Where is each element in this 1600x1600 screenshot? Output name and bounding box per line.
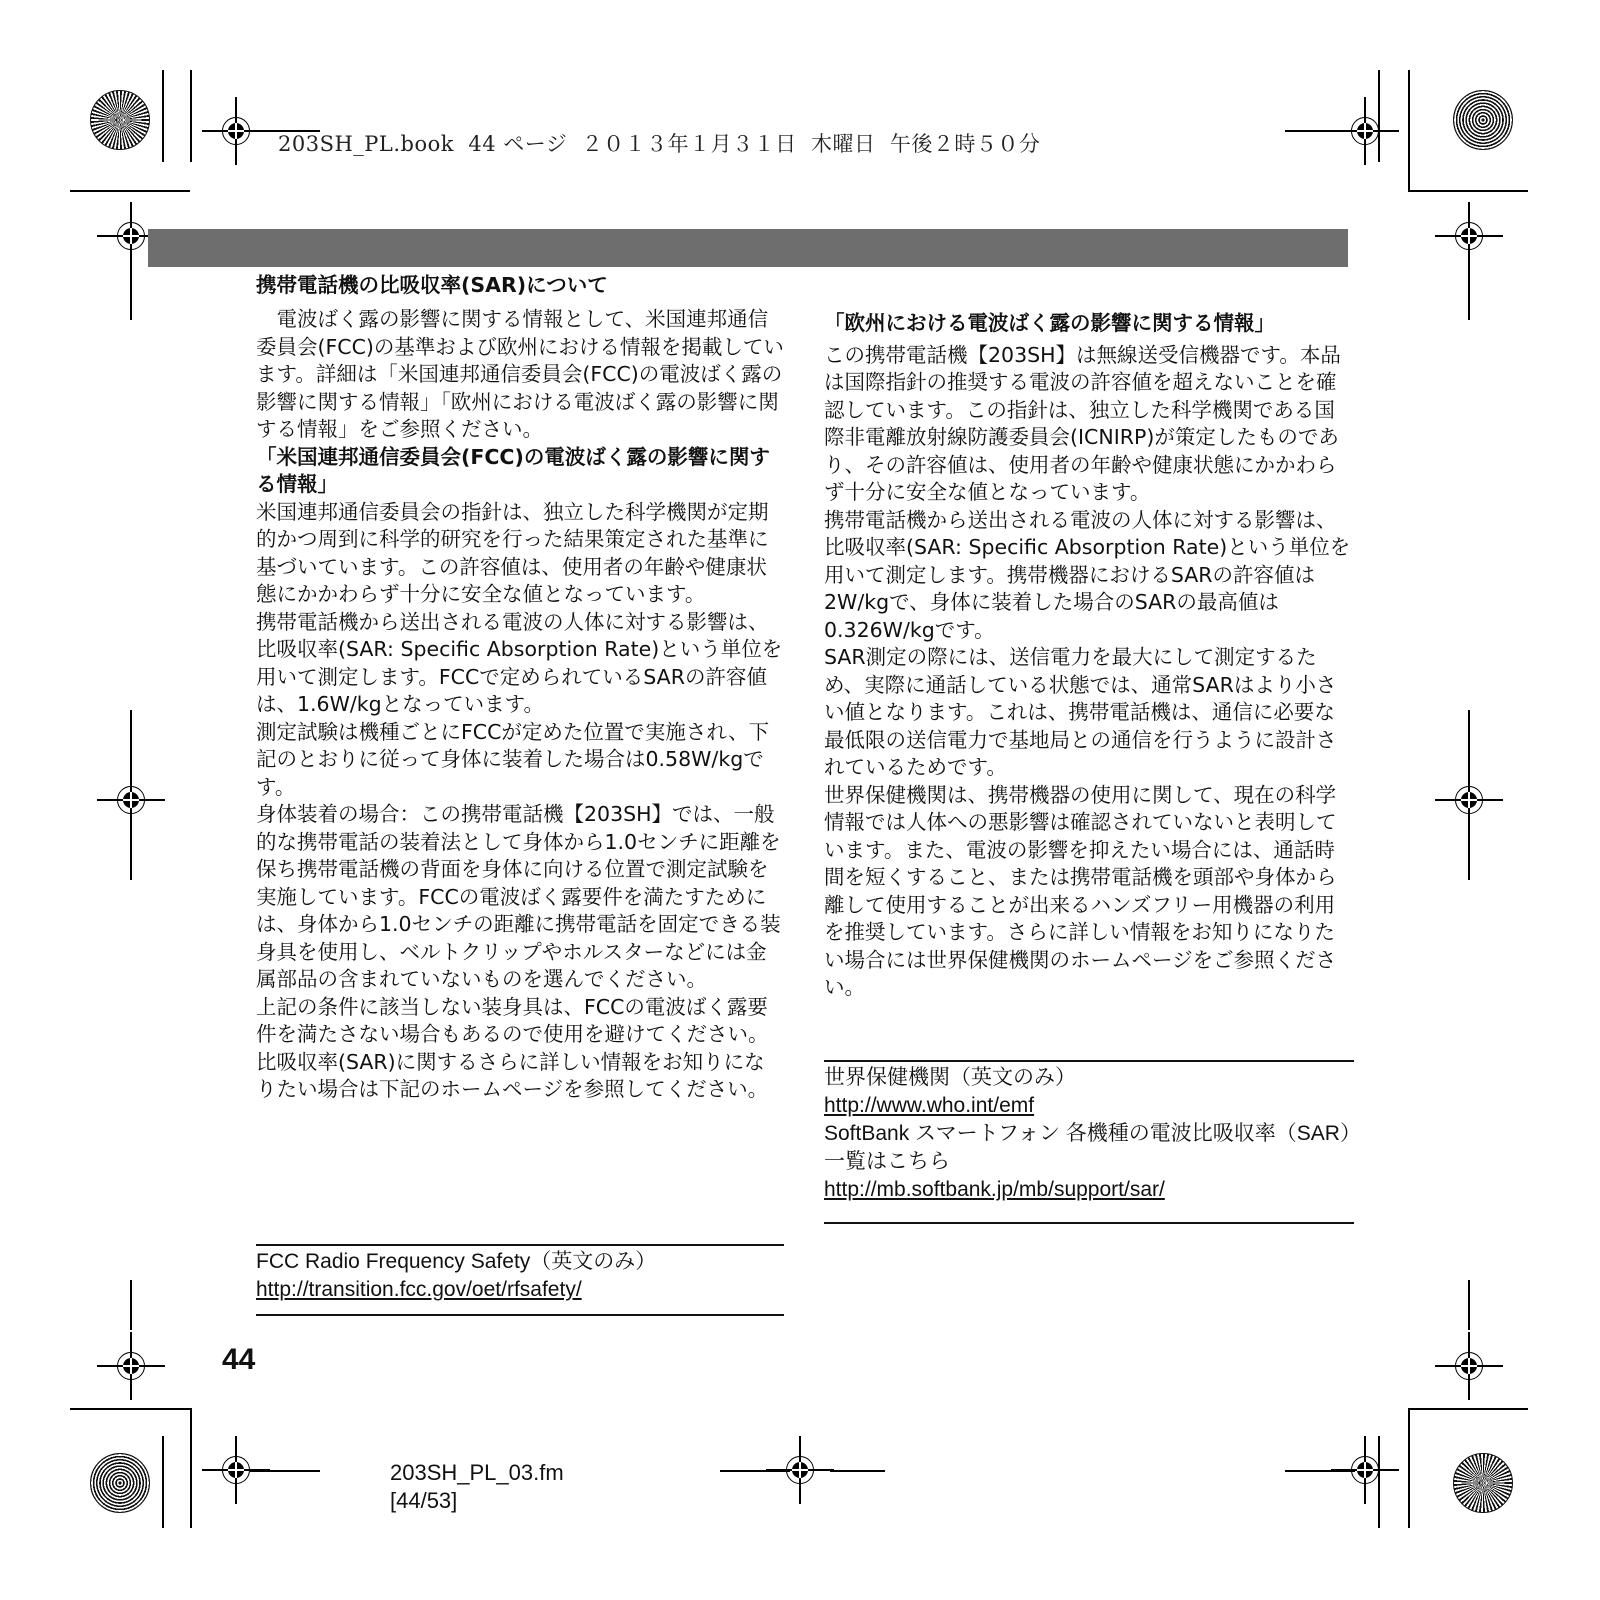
paragraph: SAR測定の際には、送信電力を最大にして測定するため、実際に通話している状態では、通常SARはより小さい値となります。これは、携帯電話機は、通信に必要な最低限の送信電力で基地局との通信を行うように設計されているためです。 [824,645,1337,779]
crop-mark [162,70,164,162]
section-band [148,229,1348,267]
concentric-target-icon [1453,90,1513,150]
fcc-link[interactable]: http://transition.fcc.gov/oet/rfsafety/ [256,1277,582,1301]
paragraph: 身体装着の場合：この携帯電話機【203SH】では、一般的な携帯電話の装着法として身体から1.0センチに距離を保ち携帯電話機の背面を身体に向ける位置で測定試験を実施しています。FCCの電波ばく露要件を満たすためには、身体から1.0センチの距離に携帯電話を固定できる装身具を使用し、ベルトクリップやホルスターなどには金属部品の含まれていないものを選んでください。 [256,802,781,991]
crop-mark [1378,1436,1380,1528]
softbank-sar-link[interactable]: http://mb.softbank.jp/mb/support/sar/ [824,1178,1165,1201]
paragraph: 米国連邦通信委員会の指針は、独立した科学機関が定期的かつ周到に科学的研究を行った結果策定された基準に基づいています。この許容値は、使用者の年齢や健康状態にかかわらず十分に安全な値となっています。 [256,499,769,606]
crop-mark [1408,1408,1410,1528]
fcc-reference [256,1248,784,1303]
intro-paragraph: 電波ばく露の影響に関する情報として、米国連邦通信委員会(FCC)の基準および欧州における情報を掲載しています。詳細は「米国連邦通信委員会(FCC)の電波ばく露の影響に関する情報」「欧州における電波ばく露の影響に関する情報」をご参照ください。 [256,307,784,441]
divider [256,1244,784,1246]
footer-file: 203SH_PL_03.fm [390,1460,564,1485]
who-link[interactable]: http://www.who.int/emf [824,1094,1035,1117]
fcc-heading: 「米国連邦通信委員会(FCC)の電波ばく露の影響に関する情報」 [256,444,770,496]
paragraph: この携帯電話機【203SH】は無線送受信機器です。本品は国際指針の推奨する電波の許容値を超えないことを確認しています。この指針は、独立した科学機関である国際非電離放射線防護委員会(ICNIRP)が策定したものであり、その許容値は、使用者の年齢や健康状態にかかわらず十分に安全な値となっています。 [824,342,1341,504]
crop-mark [130,1280,132,1330]
crop-mark [190,1408,192,1528]
crop-mark [1408,1408,1528,1410]
crop-mark [162,1436,164,1528]
crop-mark [1468,1280,1470,1330]
reference-label: FCC Radio Frequency Safety（英文のみ） [256,1250,657,1273]
eu-heading: 「欧州における電波ばく露の影響に関する情報」 [824,311,1275,335]
paragraph: 上記の条件に該当しない装身具は、FCCの電波ばく露要件を満たさない場合もあるので使用を避けてください。 [256,994,769,1046]
crop-mark [70,1408,190,1410]
crop-mark [1408,70,1410,192]
paragraph: 携帯電話機から送出される電波の人体に対する影響は、比吸収率(SAR: Specific Absorption Rate)という単位を用いて測定します。FCCで定められているSARの許容値は、1.6W/kgとなっています。 [256,609,783,716]
print-slug: 203SH_PL.book 44 ページ ２０１３年１月３１日 木曜日 午後２時５０分 [278,132,1041,156]
footer-pages: [44/53] [390,1488,458,1513]
crop-mark [830,1470,885,1472]
concentric-target-icon [90,1453,150,1513]
reference-label: SoftBank スマートフォン 各機種の電波比吸収率（SAR）一覧はこちら [824,1122,1351,1173]
divider [824,1060,1354,1062]
crop-mark [190,70,192,162]
paragraph: 世界保健機関は、携帯機器の使用に関して、現在の科学情報では人体への悪影響は確認されていないと表明しています。また、電波の影響を抑えたい場合には、通話時間を短くすること、または携帯電話機を頭部や身体から離して使用することが出来るハンズフリー用機器の利用を推奨しています。さらに詳しい情報をお知りになりたい場合には世界保健機関のホームページをご参照ください。 [824,782,1337,999]
paragraph: 携帯電話機から送出される電波の人体に対する影響は、比吸収率(SAR: Specific Absorption Rate)という単位を用いて測定します。携帯機器におけるSARの許容値は2W/kgで、身体に装着した場合のSARの最高値は0.326W/kgです。 [824,507,1351,642]
paragraph: 比吸収率(SAR)に関するさらに詳しい情報をお知りになりたい場合は下記のホームページを参照してください。 [256,1049,769,1101]
divider [256,1314,784,1316]
who-reference [824,1064,1354,1204]
right-column [824,310,1354,1002]
page-number: 44 [222,1343,256,1376]
crop-mark [1378,70,1380,162]
left-column [256,306,784,1104]
crop-mark [1408,190,1528,192]
footer [390,1459,564,1515]
starburst-target-icon [90,90,150,150]
crop-mark [1468,270,1470,320]
section-title: 携帯電話機の比吸収率(SAR)について [256,273,608,297]
reference-label: 世界保健機関（英文のみ） [824,1066,1076,1089]
crop-mark [70,190,190,192]
paragraph: 測定試験は機種ごとにFCCが定めた位置で実施され、下記のとおりに従って身体に装着した場合は0.58W/kgです。 [256,719,770,799]
divider [824,1222,1354,1224]
crop-mark [130,270,132,320]
starburst-target-icon [1453,1453,1513,1513]
